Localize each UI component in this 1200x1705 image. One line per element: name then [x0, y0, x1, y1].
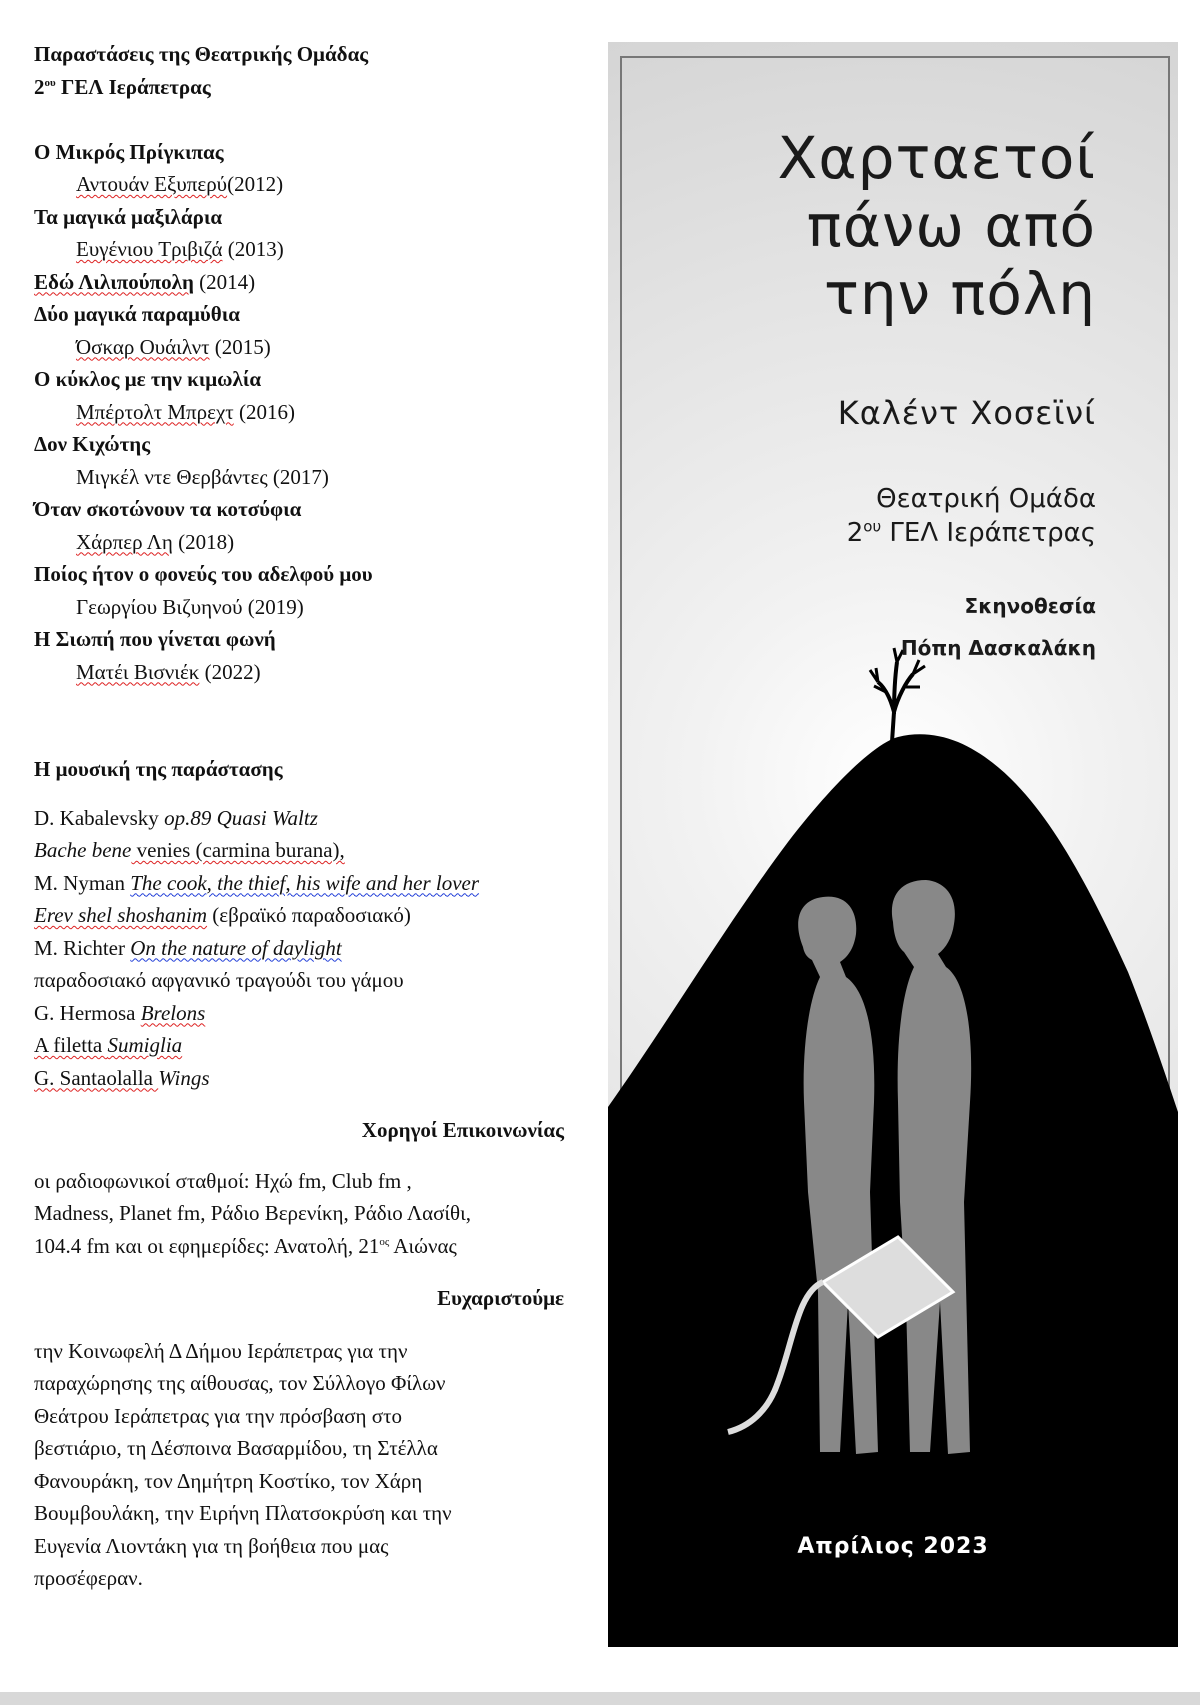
spacer	[34, 1262, 564, 1282]
play-title: Η Σιωπή που γίνεται φωνή	[34, 627, 276, 651]
play-author: Γεωργίου Βιζυηνού (2019)	[76, 594, 304, 619]
sponsors-line: οι ραδιοφωνικοί σταθμοί: Ηχώ fm, Club fm ,	[34, 1168, 412, 1193]
poster-author: Καλέντ Χοσεϊνί	[837, 394, 1096, 432]
spacer	[34, 103, 564, 136]
performance-date: Απρίλιος 2023	[797, 1534, 989, 1559]
music-item: παραδοσιακό αφγανικό τραγούδι του γάμου	[34, 968, 404, 992]
plays-list	[34, 136, 564, 689]
poster-group: Θεατρική Ομάδα $2^{o\upsilon}$ ΓΕΛ Ιεράπετρας	[846, 484, 1096, 548]
thanks-heading: Ευχαριστούμε	[437, 1286, 564, 1310]
music-item: A filetta Sumiglia	[34, 1033, 183, 1057]
play-title: Ποίος ήτον ο φονεύς του αδελφού μου	[34, 562, 373, 586]
direction-label: Σκηνοθεσία	[964, 594, 1096, 618]
play-author: Αντουάν Εξυπερύ(2012)	[76, 172, 284, 196]
page-bottom-bar	[0, 1692, 1200, 1705]
group-name: $2^{o\upsilon}$ ΓΕΛ Ιεράπετρας	[34, 74, 211, 99]
thanks-line: παραχώρησης της αίθουσας, τον Σύλλογο Φίλων	[34, 1371, 446, 1395]
play-author: Μπέρτολτ Μπρεχτ (2016)	[76, 399, 295, 424]
spacer	[34, 688, 564, 721]
play-author: Ευγένιου Τριβιζά (2013)	[76, 237, 284, 261]
play-title: Εδώ Λιλιπούπολη (2014)	[34, 269, 256, 294]
spacer	[34, 1147, 564, 1165]
thanks-line: Φανουράκη, τον Δημήτρη Κοστίκο, τον Χάρη	[34, 1468, 423, 1493]
play-title: Τα μαγικά μαξιλάρια	[34, 204, 223, 229]
spacer	[34, 1315, 564, 1335]
thanks-text	[34, 1335, 564, 1595]
sponsors-text	[34, 1165, 564, 1263]
music-item: M. Richter On the nature of daylight	[34, 935, 342, 960]
play-title: Δον Κιχώτης	[34, 432, 151, 456]
music-item: D. Kabalevsky op.89 Quasi Waltz	[34, 805, 318, 830]
music-item: Erev shel shoshanim (εβραϊκό παραδοσιακό)	[34, 903, 411, 927]
play-author: Μιγκέλ ντε Θερβάντες (2017)	[76, 464, 329, 489]
sponsors-line: Madness, Planet fm, Ράδιο Βερενίκη, Ράδιο Λασίθι,	[34, 1201, 472, 1225]
sponsors-heading: Χορηγοί Επικοινωνίας	[361, 1118, 564, 1142]
music-item: G. Santaolalla Wings	[34, 1065, 210, 1090]
play-author: Ματέι Βισνιέκ (2022)	[76, 659, 261, 684]
thanks-line: την Κοινωφελή Δ Δήμου Ιεράπετρας για την	[34, 1338, 408, 1363]
director-name: Πόπη Δασκαλάκη	[900, 636, 1096, 660]
play-title: Δύο μαγικά παραμύθια	[34, 302, 240, 326]
thanks-line: προσέφεραν.	[34, 1566, 143, 1590]
play-title: Ο κύκλος με την κιμωλία	[34, 367, 262, 391]
music-heading: Η μουσική της παράστασης	[34, 757, 283, 781]
spacer	[34, 786, 564, 802]
thanks-line: Βουμβουλάκη, την Ειρήνη Πλατσοκρύση και την	[34, 1501, 452, 1525]
poster-panel	[608, 42, 1178, 1647]
program-column	[34, 38, 564, 1595]
thanks-line: Θεάτρου Ιεράπετρας για την πρόσβαση στο	[34, 1403, 403, 1428]
play-author: Όσκαρ Ουάιλντ (2015)	[76, 334, 271, 359]
section-heading-performances: Παραστάσεις της Θεατρικής Ομάδας	[34, 42, 369, 66]
spacer	[34, 1094, 564, 1114]
sponsors-line: 104.4 fm και οι εφημερίδες: Ανατολή, $21^{o\varsigma}$ Αιώνας	[34, 1233, 457, 1258]
thanks-line: βεστιάριο, τη Δέσποινα Βασαρμίδου, τη Στέλλα	[34, 1436, 438, 1460]
thanks-line: Ευγενία Λιοντάκη για τη βοήθεια που μας	[34, 1533, 389, 1558]
spacer	[34, 721, 564, 754]
music-item: Bache bene venies (carmina burana),	[34, 838, 345, 862]
music-item: M. Nyman The cook, the thief, his wife and her lover	[34, 870, 480, 895]
play-title: Όταν σκοτώνουν τα κοτσύφια	[34, 497, 302, 521]
play-title: Ο Μικρός Πρίγκιπας	[34, 139, 224, 164]
play-author: Χάρπερ Λη (2018)	[76, 529, 235, 554]
music-list	[34, 802, 564, 1095]
music-item: G. Hermosa Brelons	[34, 1000, 206, 1025]
poster-title: Χαρταετοί πάνω από την πόλη	[777, 124, 1096, 328]
